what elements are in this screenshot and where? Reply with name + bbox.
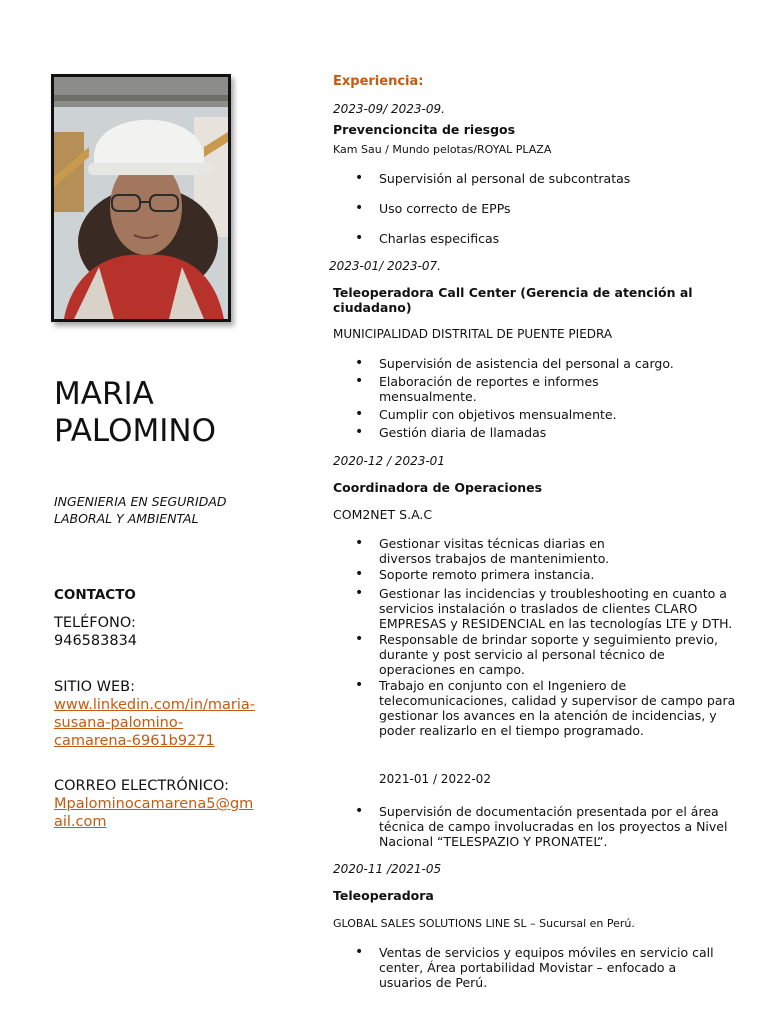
phone-label: TELÉFONO:: [54, 615, 136, 631]
job-date: 2020-11 /2021-05: [333, 862, 442, 876]
email-block: [54, 777, 274, 831]
job-company: COM2NET S.A.C: [333, 507, 433, 522]
job-role: Teleoperadora: [333, 888, 434, 903]
bullet-item: • Cumplir con objetivos mensualmente.: [355, 407, 740, 422]
job-date: 2023-01/ 2023-07.: [329, 259, 441, 273]
bullet-item: • Ventas de servicios y equipos móviles en servicio call center, Área portabilidad Movistar – enfocado a usuarios de Perú.: [355, 945, 729, 990]
website-label: SITIO WEB:: [54, 679, 135, 695]
phone-value: 946583834: [54, 633, 138, 649]
bullet-item: • Elaboración de reportes e informes mensualmente.: [355, 374, 629, 404]
email-label: CORREO ELECTRÓNICO:: [54, 778, 230, 794]
bullet-item: • Gestión diaria de llamadas: [355, 425, 740, 440]
job-role: Coordinadora de Operaciones: [333, 480, 543, 495]
job-date: 2020-12 / 2023-01: [333, 454, 445, 468]
bullet-item: • Responsable de brindar soporte y seguimiento previo, durante y post servicio al personal técnico de operaciones en campo.: [355, 632, 740, 677]
job-role: Teleoperadora Call Center (Gerencia de atención al ciudadano): [333, 285, 693, 315]
bullet-item: • Soporte remoto primera instancia.: [355, 567, 740, 582]
name-first: MARIA: [54, 376, 154, 412]
job-subdate: 2021-01 / 2022-02: [379, 772, 491, 786]
job-bullets: [355, 945, 740, 990]
job-bullets: [355, 536, 740, 738]
experience-heading: Experiencia:: [333, 74, 424, 89]
bullet-item: • Gestionar visitas técnicas diarias en diversos trabajos de mantenimiento.: [355, 536, 659, 566]
bullet-item: • Charlas especificas: [355, 231, 740, 246]
email-link[interactable]: [54, 795, 274, 831]
job-bullets: [355, 171, 740, 246]
profile-photo: [51, 74, 231, 322]
bullet-item: • Uso correcto de EPPs: [355, 201, 740, 216]
email-link-line2: ail.com: [54, 814, 107, 830]
phone-block: [54, 614, 274, 650]
job-company: Kam Sau / Mundo pelotas/ROYAL PLAZA: [333, 143, 552, 156]
job-subbullets: [355, 804, 740, 849]
bullet-item: • Trabajo en conjunto con el Ingeniero de telecomunicaciones, calidad y supervisor de campo para gestionar los avances en la atención de incidencias, y poder realizarlo en el tiempo programado.: [355, 678, 740, 738]
person-name: [54, 376, 216, 450]
bullet-item: • Supervisión de asistencia del personal a cargo.: [355, 356, 740, 371]
profile-photo-image: [54, 77, 228, 319]
job-bullets: [355, 356, 740, 440]
email-link-line1: Mpalominocamarena5@gm: [54, 796, 254, 812]
job-company: MUNICIPALIDAD DISTRITAL DE PUENTE PIEDRA: [333, 327, 613, 341]
profession-subtitle: INGENIERIA EN SEGURIDAD LABORAL Y AMBIENTAL: [54, 494, 227, 526]
bullet-item: • Gestionar las incidencias y troubleshooting en cuanto a servicios instalación o traslados de clientes CLARO EMPRESAS y RESIDENCIAL en las tecnologías LTE y DTH.: [355, 586, 740, 631]
website-link[interactable]: [54, 696, 274, 750]
website-link-line1: www.linkedin.com/in/maria-: [54, 697, 256, 713]
bullet-item: • Supervisión al personal de subcontratas: [355, 171, 740, 186]
job-date: 2023-09/ 2023-09.: [333, 102, 445, 116]
job-company: GLOBAL SALES SOLUTIONS LINE SL – Sucursal en Perú.: [333, 917, 635, 930]
website-link-line2: susana-palomino-: [54, 715, 184, 731]
name-last: PALOMINO: [54, 413, 216, 449]
bullet-item: • Supervisión de documentación presentada por el área técnica de campo involucradas en los proyectos a Nivel Nacional “TELESPAZIO Y PRONATEL”.: [355, 804, 740, 849]
website-link-line3: camarena-6961b9271: [54, 733, 215, 749]
job-role: Prevencioncita de riesgos: [333, 122, 516, 137]
contact-heading: CONTACTO: [54, 587, 136, 603]
website-block: [54, 678, 274, 750]
